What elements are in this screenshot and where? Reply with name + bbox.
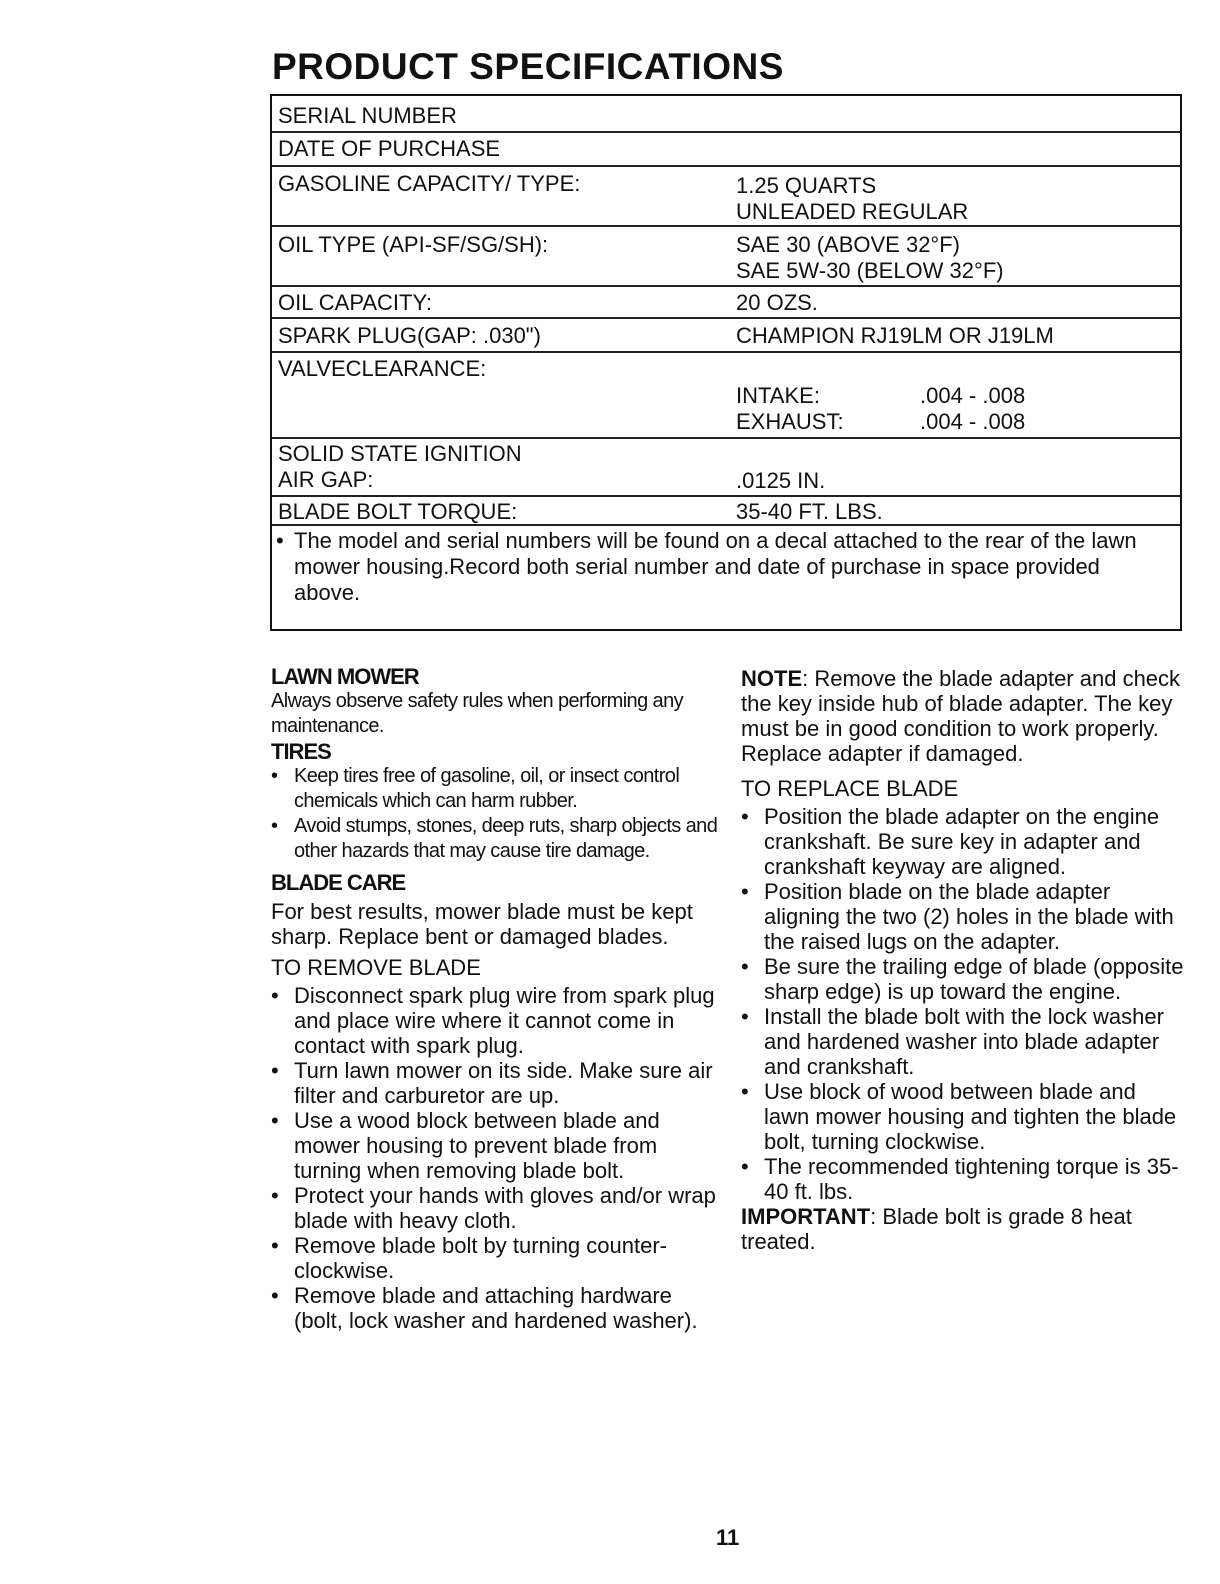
page-number: 11 [716,1525,740,1550]
replace-blade-list [741,804,1186,1204]
list-item: • Remove blade bolt by turning counter-clockwise. [271,1233,721,1283]
gasoline-label: GASOLINE CAPACITY/ TYPE: [278,171,581,196]
blade-torque-label: BLADE BOLT TORQUE: [278,499,518,524]
right-column [741,666,1186,1254]
list-item: • Remove blade and attaching hardware (bolt, lock washer and hardened washer). [271,1283,721,1333]
oil-capacity-label: OIL CAPACITY: [278,290,433,315]
note-bullet: • [276,528,284,553]
ignition-label-2: AIR GAP: [278,467,374,492]
note-paragraph [741,666,1186,766]
ignition-label-1: SOLID STATE IGNITION [278,441,522,466]
intake-label: INTAKE: [736,383,820,408]
spark-plug-value: CHAMPION RJ19LM OR J19LM [736,323,1054,348]
spec-row-gasoline [272,167,1180,227]
tires-heading: TIRES [271,739,331,764]
list-item: • Keep tires free of gasoline, oil, or insect control chemicals which can harm rubber. [271,764,721,814]
list-item: • Position the blade adapter on the engine crankshaft. Be sure key in adapter and crankshaft keyway are aligned. [741,804,1186,879]
remove-blade-list [271,983,721,1333]
note-text: : Remove the blade adapter and check the key inside hub of blade adapter. The key must be in good condition to work properly. Replace adapter if damaged. [741,666,1181,766]
remove-blade-heading: TO REMOVE BLADE [271,955,481,980]
serial-number-label: SERIAL NUMBER [278,103,457,128]
spark-plug-label: SPARK PLUG(GAP: .030") [278,323,541,348]
spec-row-date [272,133,1180,167]
lawn-mower-text: Always observe safety rules when performing any maintenance. [271,690,684,737]
gasoline-value-2: UNLEADED REGULAR [736,199,969,224]
exhaust-label: EXHAUST: [736,409,844,434]
blade-care-text: For best results, mower blade must be kept sharp. Replace bent or damaged blades. [271,899,693,949]
date-of-purchase-label: DATE OF PURCHASE [278,136,501,161]
page-title: PRODUCT SPECIFICATIONS [272,46,784,87]
list-item: • Avoid stumps, stones, deep ruts, sharp objects and other hazards that may cause tire damage. [271,814,721,864]
spec-row-oil-type [272,227,1180,287]
list-item: • Be sure the trailing edge of blade (opposite sharp edge) is up toward the engine. [741,954,1186,1004]
valve-clearance-label: VALVECLEARANCE: [278,356,487,381]
blade-care-heading: BLADE CARE [271,870,406,895]
list-item: • Position blade on the blade adapter aligning the two (2) holes in the blade with the raised lugs on the adapter. [741,879,1186,954]
left-column [271,664,721,1333]
tires-list [271,764,721,864]
gasoline-value-1: 1.25 QUARTS [736,173,877,198]
note-label: NOTE [741,666,803,691]
exhaust-value: .004 - .008 [920,409,1026,434]
list-item: • Disconnect spark plug wire from spark plug and place wire where it cannot come in contact with spark plug. [271,983,721,1058]
list-item: • Use block of wood between blade and lawn mower housing and tighten the blade bolt, turning clockwise. [741,1079,1186,1154]
spec-row-valve-clearance [272,353,1180,439]
list-item: • Protect your hands with gloves and/or wrap blade with heavy cloth. [271,1183,721,1233]
intake-value: .004 - .008 [920,383,1026,408]
ignition-value: .0125 IN. [736,468,826,493]
spec-row-serial [272,96,1180,133]
oil-type-label: OIL TYPE (API-SF/SG/SH): [278,232,549,257]
spec-row-oil-capacity [272,287,1180,319]
important-label: IMPORTANT [741,1204,871,1229]
important-paragraph [741,1204,1186,1254]
spec-row-blade-torque [272,497,1180,526]
list-item: • Install the blade bolt with the lock washer and hardened washer into blade adapter and crankshaft. [741,1004,1186,1079]
oil-type-value-2: SAE 5W-30 (BELOW 32°F) [736,258,1004,283]
replace-blade-heading: TO REPLACE BLADE [741,776,959,801]
list-item: • Turn lawn mower on its side. Make sure air filter and carburetor are up. [271,1058,721,1108]
spec-row-ignition [272,439,1180,497]
spec-row-spark-plug [272,319,1180,353]
oil-capacity-value: 20 OZS. [736,290,818,315]
list-item: • Use a wood block between blade and mower housing to prevent blade from turning when removing blade bolt. [271,1108,721,1183]
list-item: • The recommended tightening torque is 35-40 ft. lbs. [741,1154,1186,1204]
blade-torque-value: 35-40 FT. LBS. [736,499,883,524]
important-text: : Blade bolt is grade 8 heat treated. [741,1204,1132,1254]
lawn-mower-heading: LAWN MOWER [271,664,419,689]
oil-type-value-1: SAE 30 (ABOVE 32°F) [736,232,960,257]
spec-note-text: The model and serial numbers will be found on a decal attached to the rear of the lawn mower housing.Record both serial number and date of purchase in space provided above. [294,528,1137,605]
specifications-table [270,94,1182,631]
